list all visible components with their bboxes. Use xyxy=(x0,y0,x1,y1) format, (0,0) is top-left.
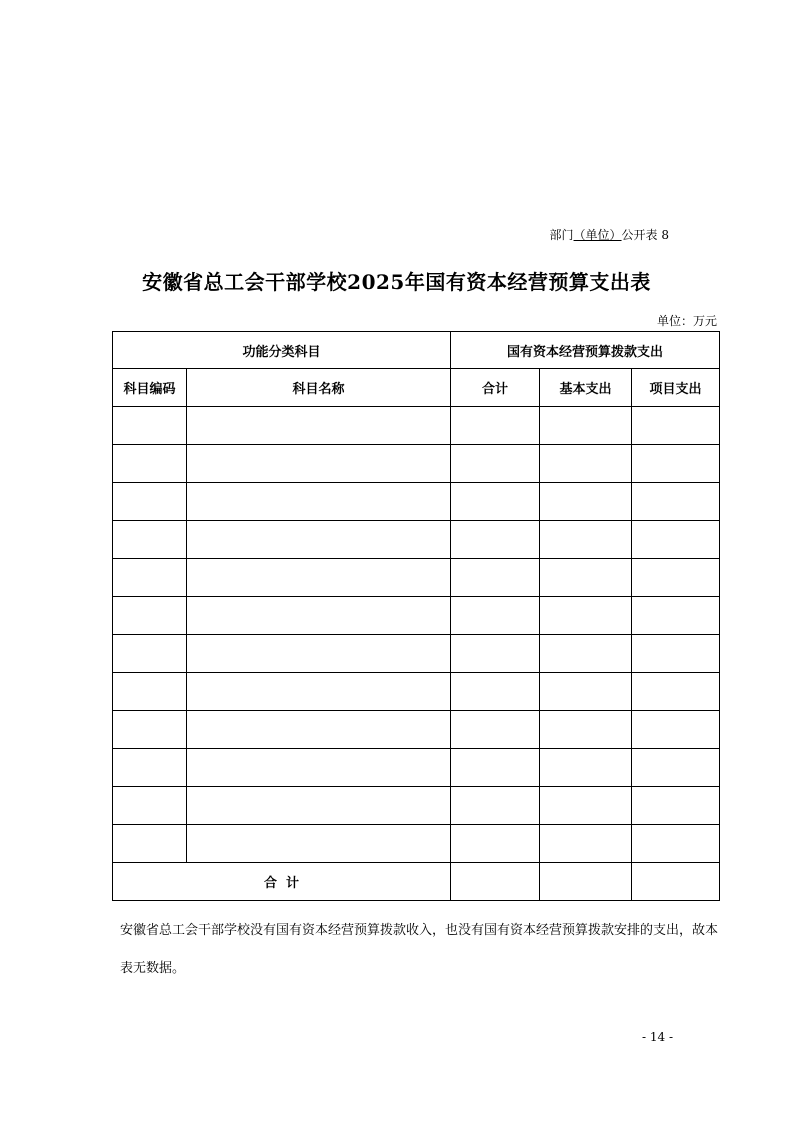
col-header-code: 科目编码 xyxy=(113,369,187,407)
cell-basic xyxy=(540,597,632,635)
table-row xyxy=(113,673,720,711)
group-header-row xyxy=(113,332,720,369)
cell-project xyxy=(632,407,720,445)
cell-name xyxy=(187,521,451,559)
cell-basic xyxy=(540,825,632,863)
cell-code xyxy=(113,635,187,673)
form-suffix: 公开表 8 xyxy=(621,228,669,242)
cell-project xyxy=(632,787,720,825)
cell-total xyxy=(451,597,540,635)
cell-code xyxy=(113,825,187,863)
cell-name xyxy=(187,559,451,597)
form-unit: （单位） xyxy=(573,228,622,242)
note-text: 安徽省总工会干部学校没有国有资本经营预算拨款收入，也没有国有资本经营预算拨款安排的支出，故本表无数据。 xyxy=(120,923,719,976)
cell-total xyxy=(451,749,540,787)
col-header-project: 项目支出 xyxy=(632,369,720,407)
cell-name xyxy=(187,483,451,521)
cell-project xyxy=(632,597,720,635)
cell-code xyxy=(113,445,187,483)
cell-total xyxy=(451,407,540,445)
budget-table xyxy=(112,331,720,901)
cell-project xyxy=(632,635,720,673)
table-row xyxy=(113,749,720,787)
cell-total xyxy=(451,445,540,483)
cell-project xyxy=(632,445,720,483)
total-cell-project xyxy=(632,863,720,901)
cell-total xyxy=(451,673,540,711)
cell-name xyxy=(187,749,451,787)
cell-code xyxy=(113,559,187,597)
total-row xyxy=(113,863,720,901)
table-row xyxy=(113,559,720,597)
page-number: - 14 - xyxy=(641,1030,673,1044)
cell-code xyxy=(113,787,187,825)
column-header-row xyxy=(113,369,720,407)
cell-basic xyxy=(540,787,632,825)
cell-basic xyxy=(540,521,632,559)
table-row xyxy=(113,597,720,635)
form-number-label xyxy=(550,226,669,243)
cell-code xyxy=(113,749,187,787)
unit-label: 单位：万元 xyxy=(656,314,717,328)
total-cell-total xyxy=(451,863,540,901)
cell-project xyxy=(632,749,720,787)
cell-name xyxy=(187,673,451,711)
cell-name xyxy=(187,407,451,445)
cell-project xyxy=(632,521,720,559)
cell-code xyxy=(113,673,187,711)
cell-code xyxy=(113,597,187,635)
col-header-basic: 基本支出 xyxy=(540,369,632,407)
col-header-name: 科目名称 xyxy=(187,369,451,407)
cell-basic xyxy=(540,673,632,711)
table-row xyxy=(113,635,720,673)
cell-project xyxy=(632,483,720,521)
group-header-right: 国有资本经营预算拨款支出 xyxy=(451,332,720,369)
total-cell-basic xyxy=(540,863,632,901)
cell-name xyxy=(187,445,451,483)
cell-name xyxy=(187,597,451,635)
cell-basic xyxy=(540,445,632,483)
cell-name xyxy=(187,787,451,825)
cell-basic xyxy=(540,559,632,597)
cell-total xyxy=(451,787,540,825)
table-row xyxy=(113,787,720,825)
table-row xyxy=(113,521,720,559)
cell-total xyxy=(451,635,540,673)
form-prefix: 部门 xyxy=(549,228,574,242)
cell-total xyxy=(451,521,540,559)
cell-total xyxy=(451,483,540,521)
cell-project xyxy=(632,825,720,863)
cell-basic xyxy=(540,483,632,521)
cell-code xyxy=(113,407,187,445)
cell-name xyxy=(187,635,451,673)
table-row xyxy=(113,711,720,749)
cell-basic xyxy=(540,711,632,749)
cell-code xyxy=(113,521,187,559)
table-row xyxy=(113,483,720,521)
cell-code xyxy=(113,711,187,749)
table-row xyxy=(113,407,720,445)
cell-total xyxy=(451,825,540,863)
cell-total xyxy=(451,559,540,597)
cell-basic xyxy=(540,635,632,673)
cell-basic xyxy=(540,407,632,445)
cell-name xyxy=(187,825,451,863)
group-header-left: 功能分类科目 xyxy=(113,332,451,369)
cell-name xyxy=(187,711,451,749)
table-row xyxy=(113,825,720,863)
col-header-total: 合计 xyxy=(451,369,540,407)
page-title: 安徽省总工会干部学校2025年国有资本经营预算支出表 xyxy=(142,270,651,294)
cell-code xyxy=(113,483,187,521)
cell-total xyxy=(451,711,540,749)
cell-project xyxy=(632,711,720,749)
cell-basic xyxy=(540,749,632,787)
total-row-label: 合 计 xyxy=(113,863,451,901)
table-row xyxy=(113,445,720,483)
cell-project xyxy=(632,673,720,711)
cell-project xyxy=(632,559,720,597)
